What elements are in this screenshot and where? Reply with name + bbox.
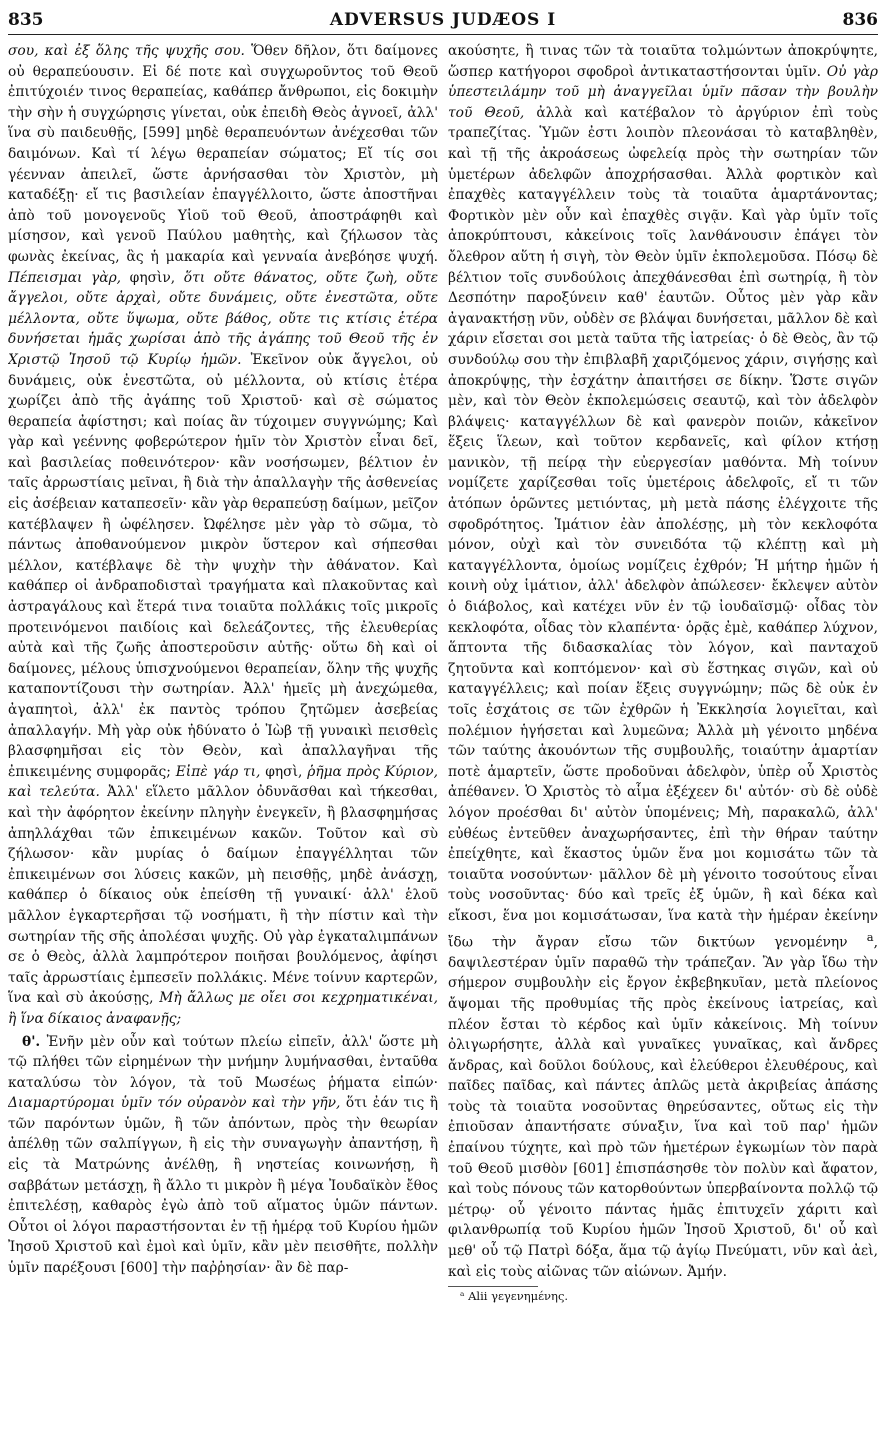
footnote-rule xyxy=(448,1286,538,1287)
scripture-quotation: σου, καὶ ἐξ ὅλης τῆς ψυχῆς σου. xyxy=(8,43,245,59)
text-run: Ἐνῆν μὲν οὖν καὶ τούτων πλείω εἰπεῖν, ἀλλ' ὥστε μὴ τῷ πλήθει τῶν εἰρημένων τὴν μνήμην λυμήνασθαι, ἐνταῦθα καταλύσω τὸν λόγον, τὰ τοῦ Μωσέως ῥήματα εἰπών· xyxy=(8,1033,438,1091)
left-page-number: 835 xyxy=(8,10,44,30)
scripture-quotation: Εἰπὲ γάρ τι, xyxy=(175,763,261,780)
right-paragraph-1 xyxy=(448,41,878,1282)
text-run: Ὅθεν δῆλον, ὅτι δαίμονες οὐ θεραπεύουσιν. Εἰ δέ ποτε καὶ συγχωροῦντος τοῦ Θεοῦ ἐπιτύχοιέν τινος θεραπείας, καθάπερ ἄνθρωποι, εἰς δοκιμὴν τὴν σὴν ἡ συγχώρησις γίνεται, οὐκ ἐπειδὴ Θεὸς ἀγνοεῖ, ἀλλ' ἵνα σὺ παιδευθῇς, [599] μηδὲ θεραπευόντων ἀνέχεσθαι τῶν δαιμόνων. Καὶ τί λέγω θεραπείαν σώματος; Εἴ τίς σοι γέενναν ἀπειλεῖ, ὥστε ἀρνήσασθαι τὸν Χριστὸν, μὴ καταδέξῃ· εἴ τις βασιλείαν ἐπαγγέλλοιτο, ὥστε ἀποστῆναι ἀπὸ τοῦ μονογενοῦς Υἱοῦ τοῦ Θεοῦ, ἀποστράφηθι καὶ μίσησον, καὶ γενοῦ Παύλου μαθητὴς, καὶ ζήλωσον τὰς φωνὰς ἐκείνας, ἃς ἡ μακαρία καὶ γενναία ἀνεβόησε ψυχή. xyxy=(8,43,438,265)
text-run: φησὶν, xyxy=(121,269,184,286)
scripture-quotation: Διαμαρτύρομαι ὑμῖν τόν οὐρανὸν καὶ τὴν γῆν, xyxy=(8,1095,341,1112)
scripture-quotation: Οὐ γὰρ ὑπεστειλάμην τοῦ μὴ ἀναγγεῖλαι ὑμῖν πᾶσαν τὴν βουλὴν τοῦ Θεοῦ, xyxy=(448,63,878,121)
left-paragraph-1 xyxy=(8,41,438,1030)
running-title: ADVERSUS JUDÆOS I xyxy=(329,10,557,30)
text-run: , δαψιλεστέραν ὑμῖν παραθῶ τὴν τράπεζαν. Ἂν γὰρ ἴδω τὴν σήμερον συμβουλὴν εἰς ἔργον ἐκβεβηκυῖαν, μετὰ πλείονος ἄψομαι τῆς προθυμίας τῆς πρὸς ἐκείνους ἰατρείας, καὶ πλέον ἔσται τὸ κέρδος καὶ ὑμῖν κἀκείνοις. Μὴ τοίνυν ὀλιγωρήσητε, ἀλλὰ καὶ γυναῖκες γυναῖκας, καὶ ἄνδρες ἄνδρας, καὶ δοῦλοι δούλους, καὶ ἐλεύθεροι ἐλευθέρους, καὶ παῖδες παῖδας, καὶ πάντες ἁπλῶς μετὰ ἀκριβείας ἁπάσης τοὺς τὰ τοιαῦτα νοσοῦντας θηρεύσαντες, οὕτως εἰς τὴν ἐπιοῦσαν ἀπαντήσατε σύναξιν, ἵνα καὶ τοῦ παρ' ἡμῶν ἐπαίνου τύχητε, καὶ πρὸ τῶν ἡμετέρων ἐγκωμίων τὸν παρὰ τοῦ Θεοῦ μισθὸν [601] ἐπισπάσησθε τὸν πολὺν καὶ ἄφατον, καὶ τοὺς πόνους τῶν κατορθούντων ὑπερβαίνοντα πολλῷ τῷ μέτρῳ· οὗ γένοιτο πάντας ἡμᾶς ἐπιτυχεῖν χάριτι καὶ φιλανθρωπίᾳ τοῦ Κυρίου ἡμῶν Ἰησοῦ Χριστοῦ, δι' οὗ καὶ μεθ' οὗ τῷ Πατρὶ δόξα, ἅμα τῷ ἁγίῳ Πνεύματι, νῦν καὶ ἀεὶ, καὶ εἰς τοὺς αἰῶνας τῶν αἰώνων. Ἀμήν. xyxy=(448,934,878,1280)
text-run: ακούσητε, ἢ τινας τῶν τὰ τοιαῦτα τολμώντων ἀποκρύψητε, ὥσπερ κατήγοροι σφοδροὶ ἀντικαταστήσονται ὑμῖν. xyxy=(448,43,878,80)
right-column xyxy=(448,41,878,1449)
scripture-quotation: Μὴ ἄλλως με οἴει σοι κεχρηματικέναι, ἢ ἵνα δίκαιος ἀναφανῇς; xyxy=(8,990,438,1027)
right-page-number: 836 xyxy=(842,10,878,30)
section-number: θ'. xyxy=(22,1033,41,1050)
running-header xyxy=(8,10,878,35)
text-columns xyxy=(8,41,878,1449)
text-run: ἀλλὰ καὶ κατέβαλον τὸ ἀργύριον ἐπὶ τοὺς τραπεζίτας. Ὑμῶν ἐστι λοιπὸν πλεονάσαι τὸ καταβληθὲν, καὶ τῇ τῆς ἀκροάσεως ὠφελείᾳ πρὸς τὴν σωτηρίαν τῶν ὑμετέρων ἀδελφῶν ἀποχρήσασθαι. Ἀλλὰ φορτικὸν καὶ ἐπαχθὲς καταγγέλλειν τοὺς τὰ τοιαῦτα ἁμαρτάνοντας; Φορτικὸν μὲν οὖν καὶ ἐπαχθὲς σιγᾷν. Καὶ γὰρ ὑμῖν τοῖς ἀποκρύπτουσι, κἀκείνοις τοῖς λανθάνουσιν ἐπάγει τὸν ὄλεθρον αὕτη ἡ σιγὴ, τὸν Θεὸν ὑμῖν ἐκπολεμοῦσα. Πόσῳ δὲ βέλτιον τοῖς συνδούλοις ἀπεχθάνεσθαι ἐπὶ σωτηρίᾳ, ἢ τὸν Δεσπότην παροξύνειν καθ' ἑαυτῶν. Οὗτος μὲν γὰρ κἂν ἀγανακτήσῃ νῦν, οὐδὲν σε βλάψαι δυνήσεται, μᾶλλον δὲ καὶ χάριν εἴσεται σοι μετὰ ταῦτα τῆς ἰατρείας· ὁ δὲ Θεὸς, ἂν τῷ συνδούλῳ σου τὴν ἐπιβλαβῆ χαριζόμενος χάριν, σιγήσῃς καὶ ἀποκρύψῃς, τὴν ἐσχάτην ἀπαιτήσει σε δίκην. Ὥστε σιγῶν μὲν, καὶ τὸν Θεὸν ἐκπολεμώσεις σεαυτῷ, καὶ τὸν ἀδελφὸν βλάψεις· καταγγέλλων δὲ καὶ φανερὸν ποιῶν, κἀκεῖνον ἕξεις ἵλεων, καὶ τοῦτον κερδανεῖς, καὶ φίλον κτήσῃ μανικὸν, τῇ πείρᾳ τὴν εὐεργεσίαν μαθόντα. Μὴ τοίνυν νομίζετε χαρίζεσθαι τοῖς ὑμετέροις ἀδελφοῖς, εἴ τι τῶν ἀτόπων ὁρῶντες μετιόντας, μὴ μετὰ πάσης ἐλέγχοιτε τῆς σφοδρότητος. Ἱμάτιον ἐὰν ἀπολέσῃς, μὴ τὸν κεκλοφότα μόνον, οὐχὶ καὶ τὸν συνειδότα τῷ κλέπτῃ καὶ μὴ καταγγέλλοντα, ὁμοίως νομίζεις ἐχθρόν; Ἡ μήτηρ ἡμῶν ἡ κοινὴ οὐχ ἱμάτιον, ἀλλ' ἀδελφὸν ἀπώλεσεν· ἔκλεψεν αὐτὸν ὁ διάβολος, καὶ κατέχει νῦν ἐν τῷ ἰουδαϊσμῷ· οἶδας τὸν κεκλοφότα, οἶδας τὸν κλαπέντα· ὁρᾷς ἐμὲ, καθάπερ λύχνον, ἅπτοντα τῆς διδασκαλίας τὸν λόγον, καὶ πανταχοῦ ζητοῦντα καὶ κοπτόμενον· καὶ σὺ ἕστηκας σιγῶν, καὶ οὐ καταγγέλλεις; καὶ ποίαν ἕξεις συγγνώμην; πῶς δὲ οὐκ ἐν τοῖς ἐσχάτοις σε τῶν ἐχθρῶν ἡ Ἐκκλησία λογιεῖται, καὶ πολέμιον ἡγήσεται καὶ λυμεῶνα; Ἀλλὰ μὴ γένοιτο μηδένα τῶν ταύτης ἀκουόντων τῆς συμβουλῆς, τοιαύτην ἁμαρτίαν ποτὲ ἁμαρτεῖν, ὥστε προδοῦναι ἀδελφὸν, ὑπὲρ οὗ Χριστὸς ἀπέθανεν. Ὁ Χριστὸς τὸ αἷμα ἐξέχεεν δι' αὐτόν· σὺ δὲ οὐδὲ λόγον προέσθαι δι' αὐτὸν ὑπομένεις; Μὴ, παρακαλῶ, ἀλλ' εὐθέως ἐντεῦθεν ἀναχωρήσαντες, ἐπὶ τὴν θήραν ταύτην ἐπείχθητε, καὶ ἕκαστος ὑμῶν ἕνα μοι κομισάτω τῶν τὰ τοιαῦτα νοσούντων· μᾶλλον δὲ μὴ γένοιτο τοσούτους εἶναι τοὺς νοσοῦντας· δύο καὶ τρεῖς ἐξ ὑμῶν, ἢ καὶ δέκα καὶ εἴκοσι, ἕνα μοι κομισάτωσαν, ἵνα κατὰ τὴν ἡμέραν ἐκείνην ἴδω τὴν ἄγραν εἴσω τῶν δικτύων γενομένην xyxy=(448,104,878,951)
scripture-quotation: Πέπεισμαι γὰρ, xyxy=(8,269,122,286)
text-run: Ἀλλ' εἵλετο μᾶλλον ὀδυνᾶσθαι καὶ τήκεσθαι, καὶ τὴν ἀφόρητον ἐκείνην πληγὴν ἐνεγκεῖν, ἢ βλασφημήσας ἀπηλλάχθαι τῶν ἐπικειμένων κακῶν. Τοῦτον καὶ σὺ ζήλωσον· κἂν μυρίας ὁ δαίμων ἐπαγγέλληται τῶν ἐπικειμένων σοι λύσεις κακῶν, μὴ πεισθῇς, μηδὲ ἀνάσχῃ, καθάπερ ὁ δίκαιος οὐκ ἐπείσθη τῇ γυναικί· ἀλλ' ἑλοῦ μᾶλλον ἐγκαρτερῆσαι τῷ νοσήματι, ἢ τὴν πίστιν καὶ τὴν σωτηρίαν τῆς σῆς ἀπολέσαι ψυχῆς. Οὐ γὰρ ἐγκαταλιμπάνων σε ὁ Θεὸς, ἀλλὰ λαμπρότερον ποιῆσαι βουλόμενος, ἀφίησι ταῖς ἀρρωστίαις ἐμπεσεῖν πολλάκις. Μένε τοίνυν καρτερῶν, ἵνα καὶ σὺ ἀκούσῃς, xyxy=(8,784,438,1007)
text-run: φησὶ, xyxy=(260,763,308,780)
scripture-quotation: ῥῆμα πρὸς Κύριον, καὶ τελεύτα. xyxy=(8,763,438,801)
footnote-marker: a xyxy=(866,929,874,944)
text-run: Ἐκεῖνον οὐκ ἄγγελοι, οὐ δυνάμεις, οὐκ ἐνεστῶτα, οὐ μέλλοντα, οὐ κτίσις ἑτέρα χωρίζει ἀπὸ τῆς ἀγάπης τοῦ Χριστοῦ· καὶ σὲ σώματος θεραπεία ἀφίστησι; καὶ ποίας ἂν τύχοιμεν συγγνώμης; Καὶ γὰρ καὶ γεέννης φοβερώτερον ἡμῖν τὸν Χριστὸν εἶναι δεῖ, καὶ βασιλείας ποθεινότερον· κἂν νοσήσωμεν, βέλτιον ἐν ταῖς ἀρρωστίαις μεῖναι, ἢ διὰ τὴν ἀπαλλαγὴν τῆς ἀσθενείας εἰς ἀσέβειαν καταπεσεῖν· κἂν γὰρ θεραπεύσῃ δαίμων, μεῖζον κατέβλαψεν ἢ ὠφέλησεν. Ὠφέλησε μὲν γὰρ τὸ σῶμα, τὸ πάντως ἀποθανούμενον μικρὸν ὕστερον καὶ σήπεσθαι μέλλον, κατέβλαψε δὲ τὴν ψυχὴν τὴν ἀθάνατον. Καὶ καθάπερ οἱ ἀνδραποδισταὶ τραγήματα καὶ πλακοῦντας καὶ ἀστραγάλους καὶ ἕτερά τινα τοιαῦτα πολλάκις τοῖς μικροῖς προτεινόμενοι παιδίοις καὶ δελεάζοντες, τῆς ἐλευθερίας αὐτὰ καὶ τῆς ζωῆς ἀποστεροῦσιν αὐτῆς· οὕτω δὴ καὶ οἱ δαίμονες, μέλους ὑπισχνούμενοι θεραπείαν, ὅλην τῆς ψυχῆς καταποντίζουσι τὴν σωτηρίαν. Ἀλλ' ἡμεῖς μὴ ἀνεχώμεθα, ἀγαπητοὶ, ἀλλ' ἐκ παντὸς τρόπου ζητῶμεν ἀσεβείας ἀπαλλαγήν. Μὴ γὰρ οὐκ ἠδύνατο ὁ Ἰὼβ τῇ γυναικὶ πεισθεὶς βλασφημῆσαι εἰς τὸν Θεὸν, καὶ ἀπαλλαγῆναι τῆς ἐπικειμένης συμφορᾶς; xyxy=(8,351,438,780)
scripture-quotation: ὅτι οὔτε θάνατος, οὔτε ζωὴ, οὔτε ἄγγελοι, οὔτε ἀρχαὶ, οὔτε δυνάμεις, οὔτε ἐνεστῶτα, οὔτε μέλλοντα, οὔτε ὕψωμα, οὔτε βάθος, οὔτε τις κτίσις ἑτέρα δυνήσεται ἡμᾶς χωρίσαι ἀπὸ τῆς ἀγάπης τοῦ Θεοῦ τῆς ἐν Χριστῷ Ἰησοῦ τῷ Κυρίῳ ἡμῶν. xyxy=(8,269,438,368)
footnote: ᵃ Alii γεγενημένης. xyxy=(460,1289,569,1304)
left-column xyxy=(8,41,438,1449)
text-run: ὅτι ἐάν τις ἢ τῶν παρόντων ὑμῶν, ἢ τῶν ἀπόντων, πρὸς τὴν θεωρίαν ἀπέλθῃ τῶν σαλπίγγων, ἢ εἰς τὴν συναγωγὴν ἀπαντήσῃ, ἢ εἰς τὰ Ματρώνης ἀνέλθῃ, ἢ νηστείας κοινωνήσῃ, ἢ σαββάτων μετάσχῃ, ἢ ἄλλο τι μικρὸν ἢ μέγα Ἰουδαϊκὸν ἔθος ἐπιτελέσῃ, καθαρὸς ἐγὼ ἀπὸ τοῦ αἵματος ὑμῶν πάντων. Οὗτοι οἱ λόγοι παραστήσονται ἐν τῇ ἡμέρᾳ τοῦ Κυρίου ἡμῶν Ἰησοῦ Χριστοῦ καὶ ἐμοὶ καὶ ὑμῖν, κἂν μὲν πεισθῆτε, πολλὴν ὑμῖν παρέξουσι [600] τὴν παῤῥησίαν· ἂν δὲ παρ- xyxy=(8,1095,438,1277)
left-paragraph-section-9 xyxy=(8,1032,438,1279)
